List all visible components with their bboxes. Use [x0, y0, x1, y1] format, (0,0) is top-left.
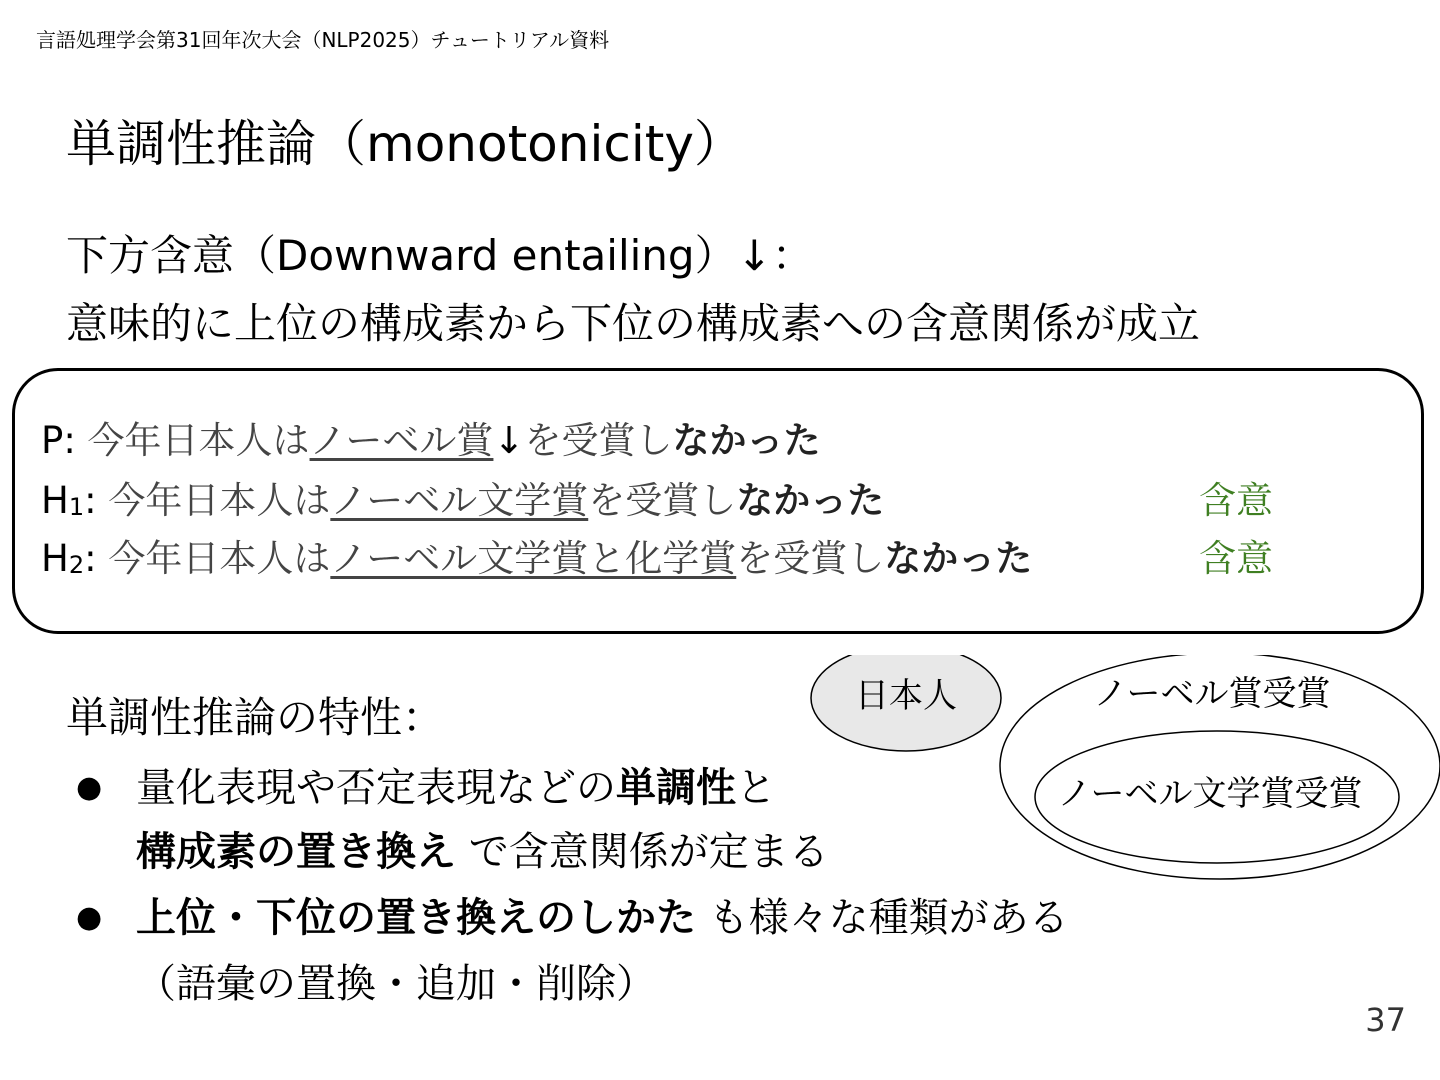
slide-header: 言語処理学会第31回年次大会（NLP2025）チュートリアル資料 [36, 28, 610, 52]
example-prefix: 今年日本人は [87, 419, 310, 462]
example-colon: : [63, 419, 88, 462]
example-underlined-phrase: ノーベル文学賞 [330, 479, 589, 522]
example-verb: を受賞し [524, 419, 673, 462]
example-label: H [41, 537, 69, 580]
example-prefix: 今年日本人は [108, 537, 331, 580]
bullet-text: で含意関係が定まる [456, 829, 829, 875]
page-number: 37 [1365, 1001, 1406, 1039]
example-negation: なかった [736, 479, 885, 522]
example-underlined-phrase: ノーベル賞 [309, 419, 494, 462]
bullet-text: と [736, 765, 776, 811]
example-label: H [41, 479, 69, 522]
bullet-emphasis: 上位・下位の置き換えのしかた [136, 895, 696, 941]
bullet-2-line-1 [136, 890, 1069, 946]
downward-arrow: ↓ [493, 419, 525, 462]
bullet-text: も様々な種類がある [696, 895, 1069, 941]
bullet-icon: ● [76, 770, 103, 805]
definition-text: 意味的に上位の構成素から下位の構成素への含意関係が成立 [66, 299, 1201, 348]
example-negation: なかった [672, 419, 821, 462]
bullet-text: 量化表現や否定表現などの [136, 765, 616, 811]
example-subscript: 2 [68, 551, 85, 579]
venn-label-japanese: 日本人 [855, 676, 957, 716]
venn-label-nobel-literature: ノーベル文学賞受賞 [1057, 774, 1363, 814]
entailment-label-2: 含意 [1199, 537, 1273, 580]
bullet-2-line-2: （語彙の置換・追加・削除） [136, 961, 656, 1007]
examples-box [12, 368, 1424, 634]
example-label: P [41, 419, 64, 462]
definition-heading: 下方含意（Downward entailing）↓： [66, 231, 814, 280]
entailment-label-1: 含意 [1199, 479, 1273, 522]
example-hypothesis-2 [41, 535, 1032, 589]
example-premise [41, 417, 820, 471]
example-prefix: 今年日本人は [108, 479, 331, 522]
bullet-icon: ● [76, 900, 103, 935]
bullet-emphasis: 単調性 [616, 765, 736, 811]
example-negation: なかった [884, 537, 1033, 580]
venn-label-nobel-prize: ノーベル賞受賞 [1093, 674, 1331, 714]
bullet-emphasis: 構成素の置き換え [136, 829, 456, 875]
example-colon: : [84, 537, 109, 580]
bullet-1-line-2 [136, 824, 829, 880]
properties-heading: 単調性推論の特性： [66, 693, 445, 742]
example-verb: を受賞し [588, 479, 737, 522]
venn-diagram [800, 655, 1440, 895]
example-underlined-phrase: ノーベル文学賞と化学賞 [330, 537, 737, 580]
bullet-1-line-1 [136, 760, 776, 816]
example-subscript: 1 [68, 493, 85, 521]
example-verb: を受賞し [736, 537, 885, 580]
slide-title: 単調性推論（monotonicity） [66, 115, 744, 173]
example-colon: : [84, 479, 109, 522]
example-hypothesis-1 [41, 477, 884, 531]
